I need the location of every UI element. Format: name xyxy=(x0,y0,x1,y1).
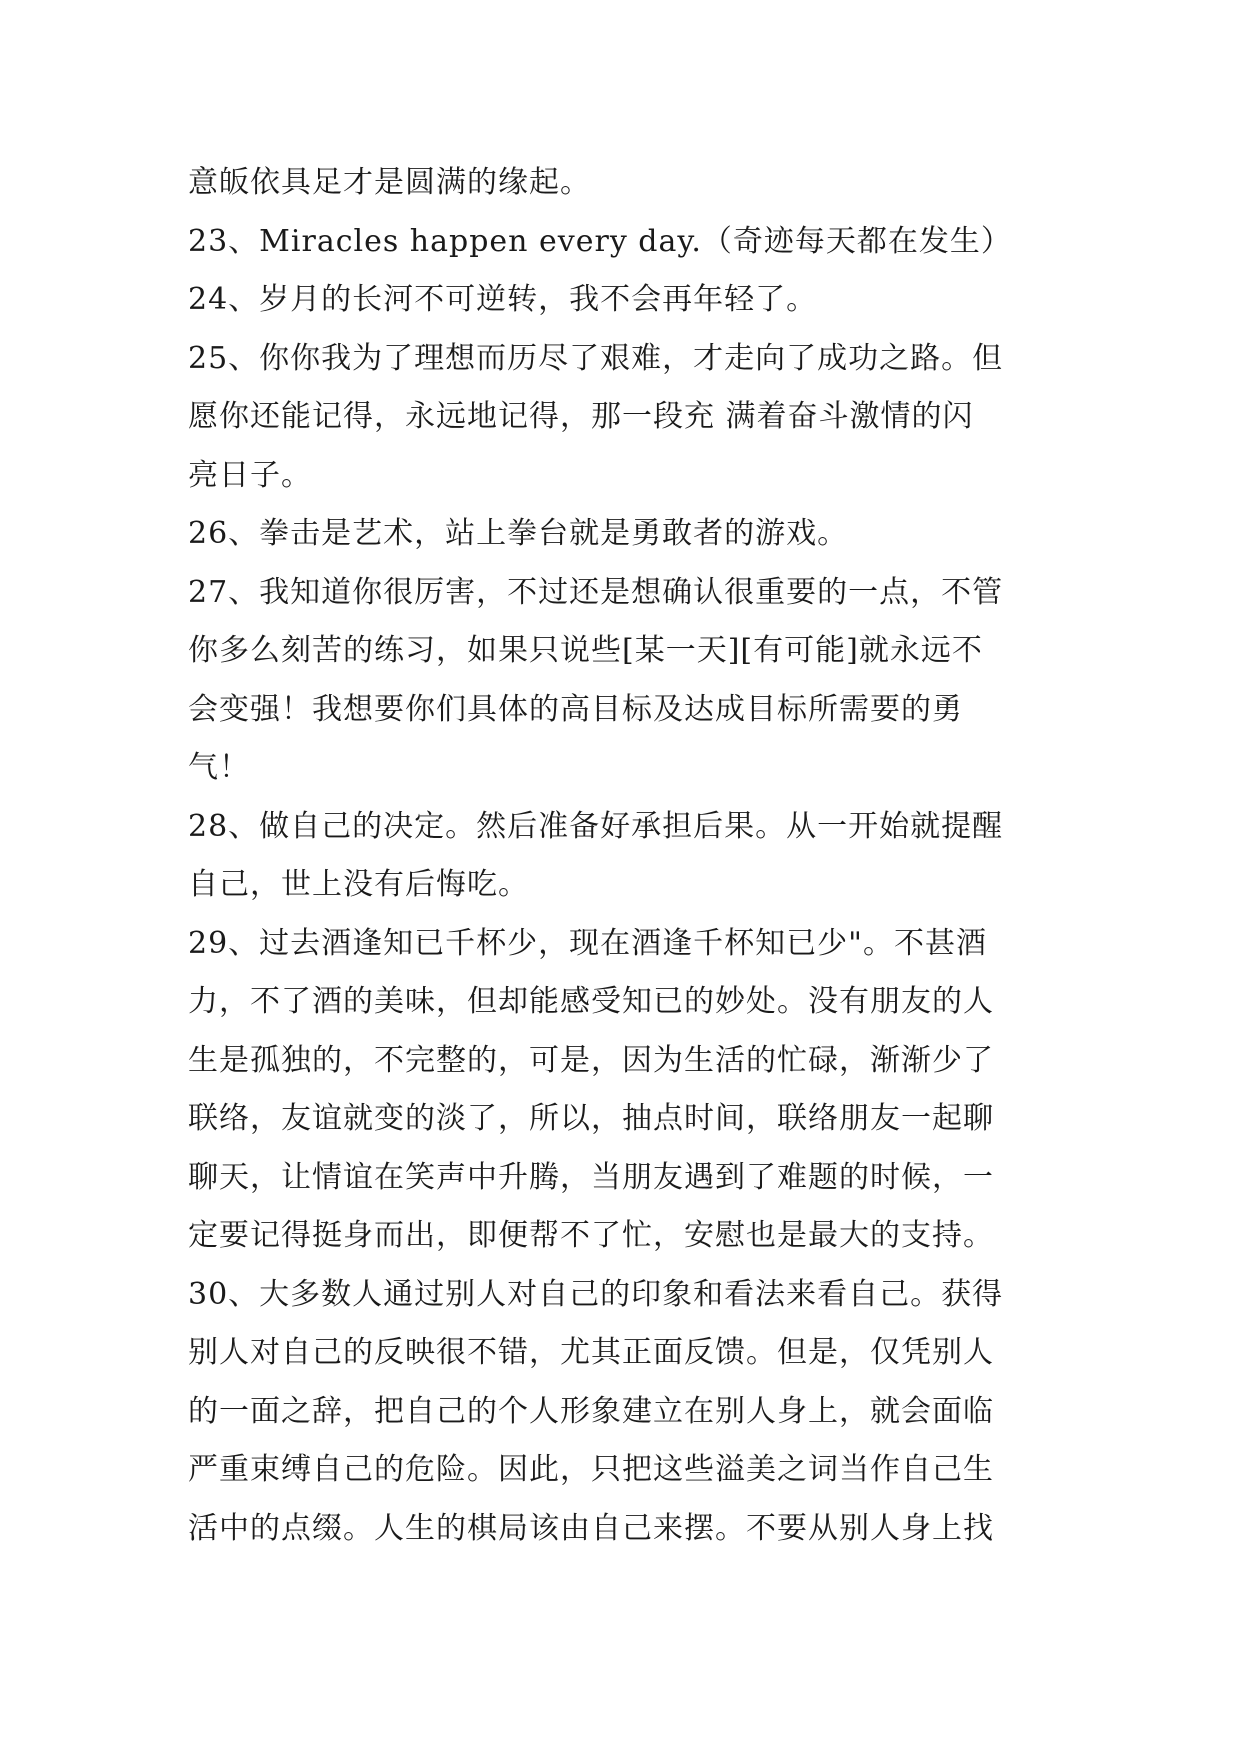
text-line: 23、Miracles happen every day.（奇迹每天都在发生） xyxy=(188,223,1012,259)
text-line: 25、你你我为了理想而历尽了艰难，才走向了成功之路。但 xyxy=(188,340,1004,376)
text-line: 26、拳击是艺术，站上拳台就是勇敢者的游戏。 xyxy=(188,516,849,551)
text-line: 24、岁月的长河不可逆转，我不会再年轻了。 xyxy=(188,282,818,317)
text-line: 你多么刻苦的练习，如果只说些[某一天][有可能]就永远不 xyxy=(188,633,983,668)
text-line: 意皈依具足才是圆满的缘起。 xyxy=(188,165,591,200)
text-line: 定要记得挺身而出，即便帮不了忙，安慰也是最大的支持。 xyxy=(188,1218,994,1253)
text-line: 别人对自己的反映很不错，尤其正面反馈。但是，仅凭别人 xyxy=(188,1335,994,1370)
text-line: 严重束缚自己的危险。因此，只把这些溢美之词当作自己生 xyxy=(188,1452,994,1487)
text-line: 活中的点缀。人生的棋局该由自己来摆。不要从别人身上找 xyxy=(188,1510,994,1546)
text-line: 自己，世上没有后悔吃。 xyxy=(188,867,529,902)
text-line: 气！ xyxy=(188,750,250,785)
text-line: 会变强！我想要你们具体的高目标及达成目标所需要的勇 xyxy=(188,691,963,727)
text-line: 联络，友谊就变的淡了，所以，抽点时间，联络朋友一起聊 xyxy=(188,1101,994,1136)
text-line: 愿你还能记得，永远地记得，那一段充 满着奋斗激情的闪 xyxy=(188,399,974,434)
text-line: 聊天，让情谊在笑声中升腾，当朋友遇到了难题的时候，一 xyxy=(188,1159,994,1195)
text-line: 力，不了酒的美味，但却能感受知已的妙处。没有朋友的人 xyxy=(188,984,994,1019)
text-line: 27、我知道你很厉害，不过还是想确认很重要的一点，不管 xyxy=(188,574,1004,610)
text-line: 28、做自己的决定。然后准备好承担后果。从一开始就提醒 xyxy=(188,808,1004,844)
text-line: 30、大多数人通过别人对自己的印象和看法来看自己。获得 xyxy=(188,1276,1004,1312)
body-text xyxy=(188,154,1068,1558)
text-line: 的一面之辞，把自己的个人形象建立在别人身上，就会面临 xyxy=(188,1393,994,1429)
text-line: 29、过去酒逢知已千杯少，现在酒逢千杯知已少"。不甚酒 xyxy=(188,925,987,961)
text-line: 生是孤独的，不完整的，可是，因为生活的忙碌，渐渐少了 xyxy=(188,1042,994,1078)
text-line: 亮日子。 xyxy=(188,457,312,493)
